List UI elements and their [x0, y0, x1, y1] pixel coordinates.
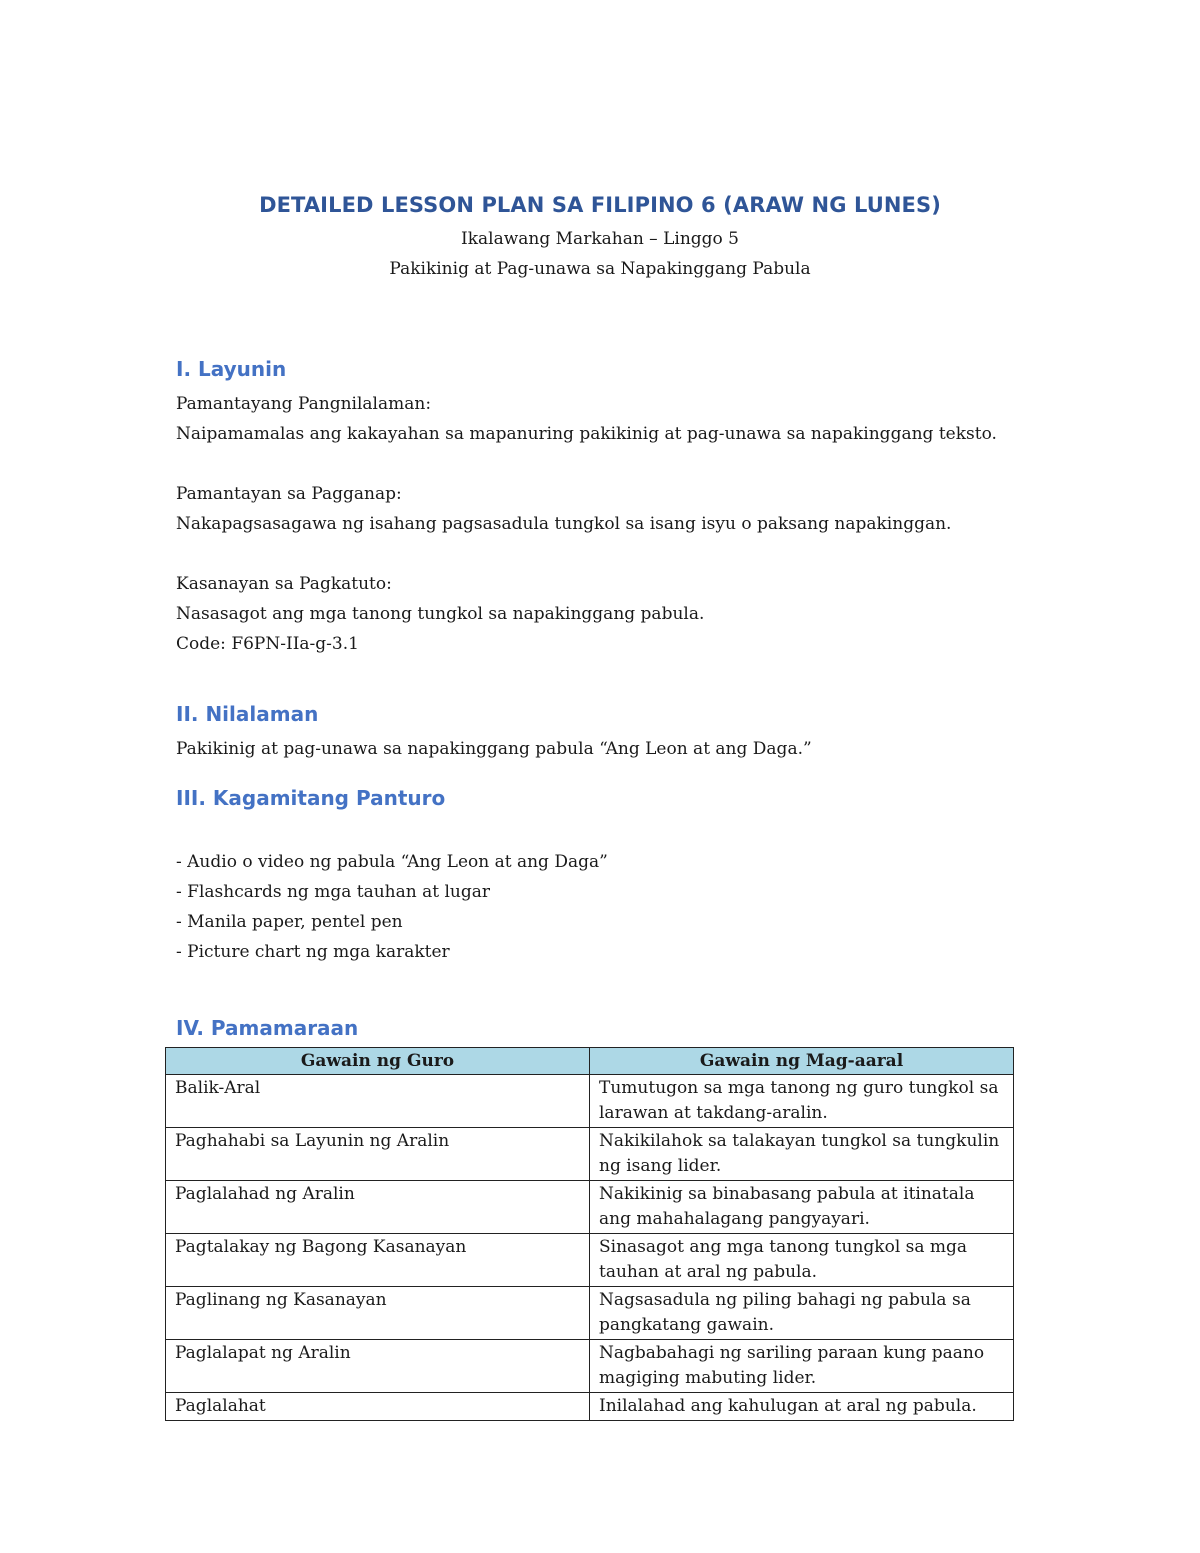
pagganap-label: Pamantayan sa Pagganap:	[176, 484, 402, 504]
table-cell-guro: Balik-Aral	[166, 1075, 590, 1128]
document-subtitle-quarter: Ikalawang Markahan – Linggo 5	[461, 229, 739, 249]
pangnilalaman-text: Naipamamalas ang kakayahan sa mapanuring pakikinig at pag-unawa sa napakinggang teksto.	[176, 424, 997, 444]
kagamitan-list	[176, 847, 1006, 967]
document-subtitle-topic: Pakikinig at Pag-unawa sa Napakinggang Pabula	[389, 259, 811, 279]
kagamitan-item: - Picture chart ng mga karakter	[176, 942, 450, 962]
table-cell-mag-aaral: Nagsasadula ng piling bahagi ng pabula sa pangkatang gawain.	[590, 1287, 1014, 1340]
document-title: DETAILED LESSON PLAN SA FILIPINO 6 (ARAW NG LUNES)	[259, 193, 941, 217]
table-header-row	[166, 1048, 1014, 1075]
table-row	[166, 1181, 1014, 1234]
competency-code: Code: F6PN-IIa-g-3.1	[176, 634, 359, 654]
table-row	[166, 1234, 1014, 1287]
section-heading-layunin: I. Layunin	[176, 357, 287, 381]
table-cell-guro: Paglalahad ng Aralin	[166, 1181, 590, 1234]
table-cell-mag-aaral: Sinasagot ang mga tanong tungkol sa mga tauhan at aral ng pabula.	[590, 1234, 1014, 1287]
table-cell-guro: Paghahabi sa Layunin ng Aralin	[166, 1128, 590, 1181]
table-cell-mag-aaral: Nakikilahok sa talakayan tungkol sa tungkulin ng isang lider.	[590, 1128, 1014, 1181]
table-cell-mag-aaral: Inilalahad ang kahulugan at aral ng pabula.	[590, 1393, 1014, 1421]
pamamaraan-table	[165, 1047, 1014, 1421]
table-row	[166, 1287, 1014, 1340]
table-row	[166, 1393, 1014, 1421]
table-cell-guro: Paglalapat ng Aralin	[166, 1340, 590, 1393]
kagamitan-item: - Manila paper, pentel pen	[176, 912, 403, 932]
kagamitan-item: - Flashcards ng mga tauhan at lugar	[176, 882, 491, 902]
kagamitan-item: - Audio o video ng pabula “Ang Leon at ang Daga”	[176, 852, 608, 872]
table-header-mag-aaral: Gawain ng Mag-aaral	[590, 1048, 1014, 1075]
layunin-content	[176, 389, 1006, 659]
table-header-guro: Gawain ng Guro	[166, 1048, 590, 1075]
kasanayan-text: Nasasagot ang mga tanong tungkol sa napakinggang pabula.	[176, 604, 705, 624]
section-heading-nilalaman: II. Nilalaman	[176, 702, 319, 726]
pagganap-text: Nakapagsasagawa ng isahang pagsasadula tungkol sa isang isyu o paksang napakinggan.	[176, 514, 952, 534]
section-heading-kagamitan: III. Kagamitang Panturo	[176, 786, 446, 810]
table-cell-mag-aaral: Nagbabahagi ng sariling paraan kung paano magiging mabuting lider.	[590, 1340, 1014, 1393]
table-cell-mag-aaral: Nakikinig sa binabasang pabula at itinatala ang mahahalagang pangyayari.	[590, 1181, 1014, 1234]
table-cell-guro: Pagtalakay ng Bagong Kasanayan	[166, 1234, 590, 1287]
table-row	[166, 1075, 1014, 1128]
table-row	[166, 1128, 1014, 1181]
table-cell-guro: Paglinang ng Kasanayan	[166, 1287, 590, 1340]
table-cell-mag-aaral: Tumutugon sa mga tanong ng guro tungkol sa larawan at takdang-aralin.	[590, 1075, 1014, 1128]
kasanayan-label: Kasanayan sa Pagkatuto:	[176, 574, 392, 594]
section-heading-pamamaraan: IV. Pamamaraan	[176, 1016, 359, 1040]
nilalaman-text: Pakikinig at pag-unawa sa napakinggang pabula “Ang Leon at ang Daga.”	[176, 739, 812, 759]
table-row	[166, 1340, 1014, 1393]
pangnilalaman-label: Pamantayang Pangnilalaman:	[176, 394, 432, 414]
table-cell-guro: Paglalahat	[166, 1393, 590, 1421]
